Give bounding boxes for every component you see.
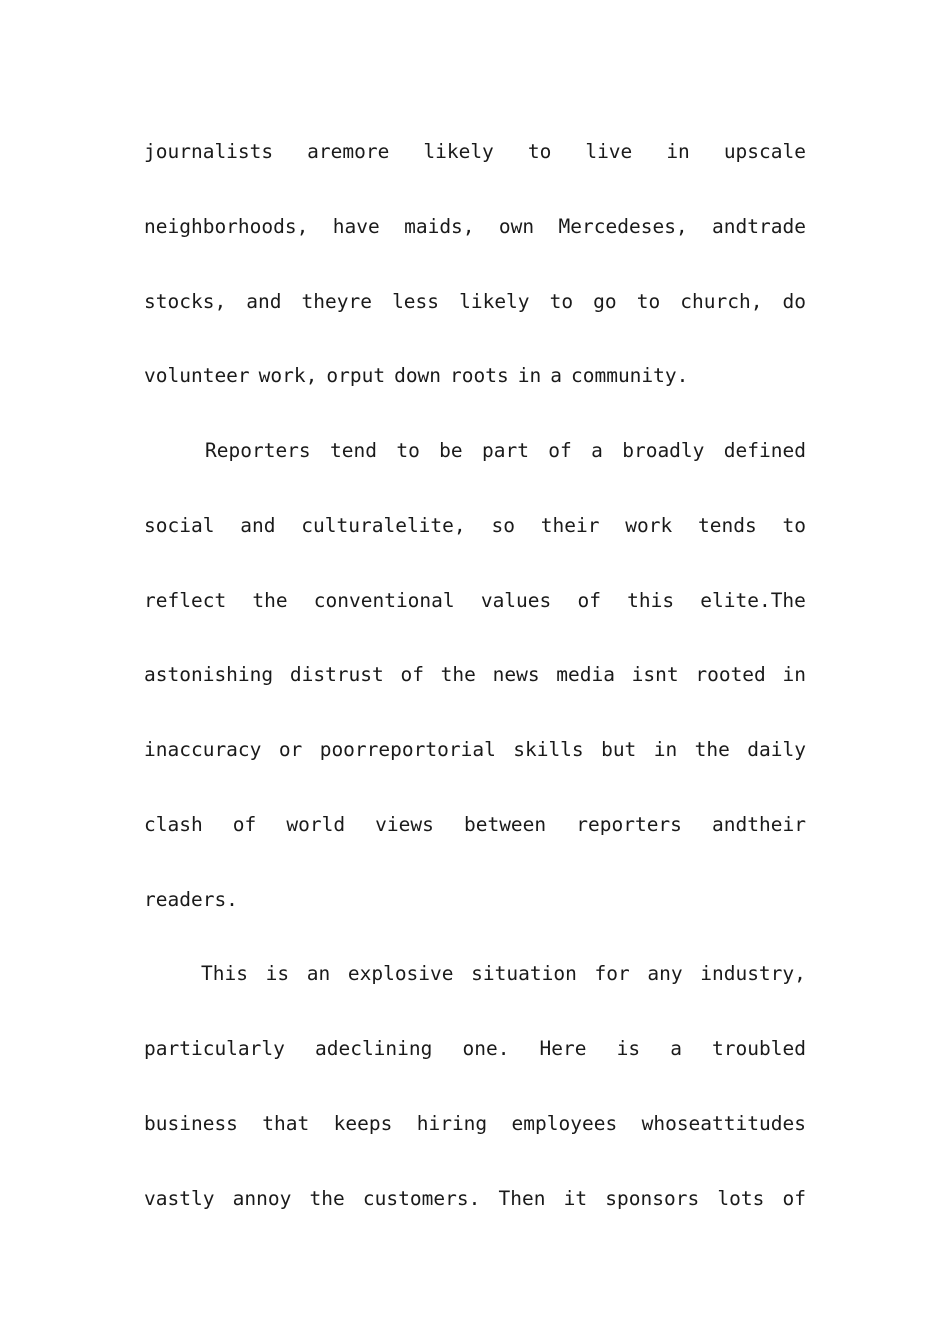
word: of	[232, 812, 257, 836]
word: explosive	[347, 962, 454, 986]
word: hiring	[416, 1111, 488, 1135]
word: go	[593, 289, 617, 313]
text-line	[144, 287, 806, 317]
word: poorreportorial	[319, 738, 496, 761]
word: down	[394, 364, 442, 388]
word: so	[491, 513, 515, 537]
word: in	[666, 140, 690, 163]
word: social	[144, 513, 215, 537]
text-line	[205, 436, 806, 466]
word: the	[694, 738, 730, 761]
word: Reporters	[205, 439, 311, 462]
word: maids,	[404, 214, 475, 238]
word: conventional	[313, 588, 455, 612]
word: theyre	[301, 289, 372, 313]
word: work	[625, 513, 673, 537]
word: Mercedeses,	[558, 214, 688, 238]
word: clash	[144, 812, 203, 836]
text-line	[144, 1034, 806, 1064]
word: reflect	[144, 588, 227, 612]
word: Here	[539, 1037, 587, 1060]
word: it	[563, 1186, 588, 1210]
word: to	[782, 513, 806, 537]
word: andtrade	[712, 214, 806, 238]
word: church,	[680, 289, 763, 313]
word: likely	[459, 289, 530, 313]
word: business	[144, 1111, 238, 1135]
word: keeps	[333, 1111, 393, 1135]
word: a	[550, 364, 562, 388]
word: defined	[723, 439, 806, 462]
word: stocks,	[144, 289, 227, 313]
word: customers.	[362, 1186, 481, 1210]
word: that	[262, 1111, 310, 1135]
word: orput	[326, 364, 386, 388]
word: likely	[423, 140, 494, 163]
word: the	[309, 1186, 345, 1210]
text-line	[201, 959, 806, 989]
word: whoseattitudes	[641, 1111, 806, 1135]
word: between	[463, 812, 547, 836]
word: community.	[570, 364, 689, 388]
word: of	[400, 663, 424, 687]
text-line	[144, 586, 806, 616]
word: to	[396, 439, 420, 462]
word: this	[627, 588, 675, 612]
word: culturalelite,	[301, 513, 466, 537]
text-line	[144, 361, 806, 391]
word: annoy	[232, 1186, 292, 1210]
word: troubled	[712, 1037, 806, 1060]
word: tend	[330, 439, 377, 462]
word: elite.The	[700, 588, 806, 612]
word: in	[782, 663, 806, 687]
word: andtheir	[712, 812, 806, 836]
word: of	[548, 439, 572, 462]
word: This	[201, 962, 248, 986]
word: adeclining	[314, 1037, 433, 1060]
word: skills	[513, 738, 584, 761]
word: a	[591, 439, 603, 462]
word: values	[480, 588, 552, 612]
word: rooted	[695, 663, 766, 687]
word: daily	[747, 738, 806, 761]
word: sponsors	[605, 1186, 700, 1210]
word: do	[782, 289, 806, 313]
word: a	[670, 1037, 682, 1060]
word: broadly	[622, 439, 705, 462]
text-line	[144, 735, 806, 765]
word: media	[556, 663, 615, 687]
word: world	[286, 812, 346, 836]
text-line	[144, 810, 806, 840]
text-line	[144, 885, 806, 915]
word: of	[577, 588, 601, 612]
word: aremore	[307, 140, 390, 163]
word: to	[527, 140, 552, 163]
word: lots	[717, 1186, 765, 1210]
word: and	[240, 513, 276, 537]
word: is	[616, 1037, 641, 1060]
text-line	[144, 137, 806, 167]
word: readers.	[144, 887, 238, 911]
word: reporters	[576, 812, 682, 836]
word: the	[440, 663, 476, 687]
word: the	[252, 588, 288, 612]
text-line	[144, 212, 806, 242]
text-line	[144, 660, 806, 690]
word: but	[601, 738, 637, 761]
word: employees	[511, 1111, 618, 1135]
word: Then	[498, 1186, 546, 1210]
word: part	[481, 439, 529, 462]
word: isnt	[631, 663, 679, 687]
word: situation	[471, 962, 577, 986]
word: industry,	[700, 962, 806, 986]
word: an	[306, 962, 331, 986]
word: distrust	[289, 663, 384, 687]
word: less	[392, 289, 440, 313]
word: of	[782, 1186, 806, 1210]
word: astonishing	[144, 663, 274, 687]
word: vastly	[144, 1186, 215, 1210]
word: inaccuracy	[144, 738, 262, 761]
word: in	[653, 738, 678, 761]
word: work,	[258, 364, 318, 388]
word: be	[439, 439, 463, 462]
word: have	[332, 214, 380, 238]
word: tends	[698, 513, 757, 537]
text-line	[144, 511, 806, 541]
word: is	[265, 962, 290, 986]
word: volunteer	[144, 364, 250, 388]
text-line	[144, 1184, 806, 1214]
word: for	[594, 962, 630, 986]
word: and	[246, 289, 282, 313]
word: roots	[450, 364, 509, 388]
word: or	[278, 738, 303, 761]
word: own	[498, 214, 535, 238]
word: one.	[462, 1037, 510, 1060]
word: upscale	[723, 140, 806, 163]
word: in	[517, 364, 542, 388]
word: any	[647, 962, 683, 986]
text-line	[144, 1109, 806, 1139]
word: views	[375, 812, 434, 836]
word: live	[585, 140, 633, 163]
word: journalists	[144, 140, 274, 163]
word: to	[549, 289, 574, 313]
word: neighborhoods,	[144, 214, 309, 238]
word: to	[636, 289, 661, 313]
word: news	[492, 663, 540, 687]
word: particularly	[144, 1037, 285, 1060]
word: their	[540, 513, 600, 537]
